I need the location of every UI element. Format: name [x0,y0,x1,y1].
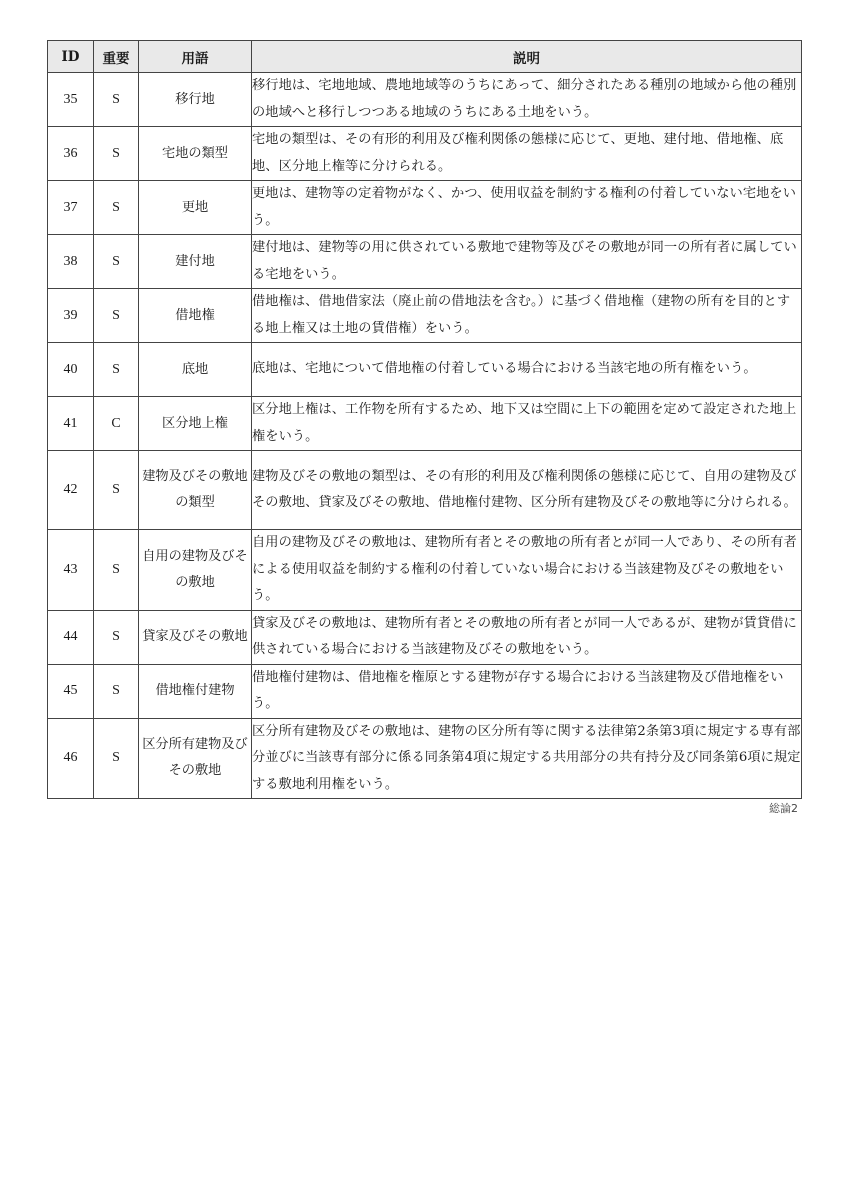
cell-term: 借地権 [139,289,252,343]
cell-importance: S [94,530,139,611]
cell-importance: C [94,397,139,451]
cell-description: 建付地は、建物等の用に供されている敷地で建物等及びその敷地が同一の所有者に属している宅地をいう。 [252,235,802,289]
cell-importance: S [94,664,139,718]
page-label: 総論2 [769,802,798,815]
cell-importance: S [94,73,139,127]
table-header-row [48,41,802,73]
cell-importance: S [94,235,139,289]
glossary-table [47,40,802,799]
cell-description: 移行地は、宅地地域、農地地域等のうちにあって、細分されたある種別の地域から他の種別の地域へと移行しつつある地域のうちにある土地をいう。 [252,73,802,127]
header-importance: 重要 [94,41,139,73]
table-row [48,451,802,530]
cell-description: 更地は、建物等の定着物がなく、かつ、使用収益を制約する権利の付着していない宅地をいう。 [252,181,802,235]
cell-description: 借地権付建物は、借地権を権原とする建物が存する場合における当該建物及び借地権をいう。 [252,664,802,718]
cell-term: 自用の建物及びその敷地 [139,530,252,611]
cell-id: 35 [48,73,94,127]
cell-term: 貸家及びその敷地 [139,610,252,664]
cell-term: 更地 [139,181,252,235]
table-row [48,610,802,664]
cell-description: 建物及びその敷地の類型は、その有形的利用及び権利関係の態様に応じて、自用の建物及びその敷地、貸家及びその敷地、借地権付建物、区分所有建物及びその敷地等に分けられる。 [252,451,802,530]
cell-id: 38 [48,235,94,289]
table-row [48,73,802,127]
cell-id: 42 [48,451,94,530]
cell-id: 40 [48,343,94,397]
cell-description: 自用の建物及びその敷地は、建物所有者とその敷地の所有者とが同一人であり、その所有者による使用収益を制約する権利の付着していない場合における当該建物及びその敷地をいう。 [252,530,802,611]
cell-term: 移行地 [139,73,252,127]
cell-description: 底地は、宅地について借地権の付着している場合における当該宅地の所有権をいう。 [252,343,802,397]
cell-term: 区分所有建物及びその敷地 [139,718,252,799]
cell-importance: S [94,343,139,397]
cell-description: 借地権は、借地借家法（廃止前の借地法を含む。）に基づく借地権（建物の所有を目的とする地上権又は土地の賃借権）をいう。 [252,289,802,343]
table-row [48,397,802,451]
cell-description: 区分地上権は、工作物を所有するため、地下又は空間に上下の範囲を定めて設定された地上権をいう。 [252,397,802,451]
cell-importance: S [94,718,139,799]
table-row [48,343,802,397]
table-row [48,181,802,235]
cell-importance: S [94,127,139,181]
cell-term: 宅地の類型 [139,127,252,181]
cell-importance: S [94,289,139,343]
cell-term: 区分地上権 [139,397,252,451]
cell-importance: S [94,181,139,235]
cell-description: 貸家及びその敷地は、建物所有者とその敷地の所有者とが同一人であるが、建物が賃貸借に供されている場合における当該建物及びその敷地をいう。 [252,610,802,664]
cell-term: 建物及びその敷地の類型 [139,451,252,530]
cell-description: 区分所有建物及びその敷地は、建物の区分所有等に関する法律第2条第3項に規定する専有部分並びに当該専有部分に係る同条第4項に規定する共用部分の共有持分及び同条第6項に規定する敷地利用権をいう。 [252,718,802,799]
cell-importance: S [94,610,139,664]
cell-id: 46 [48,718,94,799]
cell-id: 45 [48,664,94,718]
table-row [48,664,802,718]
cell-id: 41 [48,397,94,451]
cell-id: 36 [48,127,94,181]
table-row [48,127,802,181]
cell-id: 39 [48,289,94,343]
cell-term: 底地 [139,343,252,397]
header-description: 説明 [252,41,802,73]
cell-id: 43 [48,530,94,611]
cell-description: 宅地の類型は、その有形的利用及び権利関係の態様に応じて、更地、建付地、借地権、底地、区分地上権等に分けられる。 [252,127,802,181]
cell-id: 37 [48,181,94,235]
header-term: 用語 [139,41,252,73]
header-id: ID [48,41,94,73]
cell-id: 44 [48,610,94,664]
table-row [48,235,802,289]
cell-term: 借地権付建物 [139,664,252,718]
table-row [48,530,802,611]
table-row [48,718,802,799]
cell-importance: S [94,451,139,530]
table-row [48,289,802,343]
cell-term: 建付地 [139,235,252,289]
